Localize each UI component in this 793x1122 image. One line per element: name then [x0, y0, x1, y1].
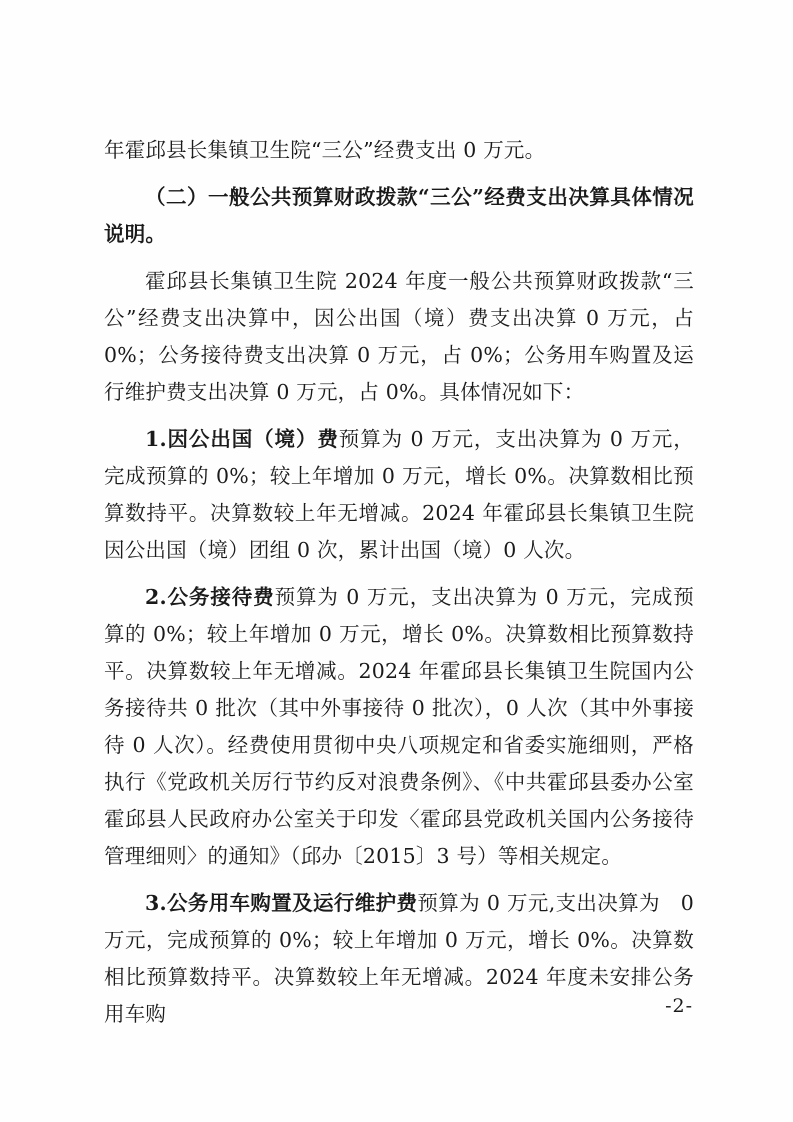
- item-official-vehicle-label: 3.公务用车购置及运行维护费: [145, 891, 418, 915]
- item-official-vehicle: [104, 885, 694, 1033]
- item-overseas-travel-text: 预算为 0 万元，支出决算为 0 万元，完成预算的 0%；较上年增加 0 万元，增长 0%。决算数相比预算数持平。决算数较上年无增减。2024 年霍邱县长集镇卫生院因公出国（境）团组 0 次，累计出国（境）0 人次。: [104, 427, 695, 562]
- item-official-reception: [104, 579, 694, 875]
- section-heading-two-text: （二）一般公共预算财政拨款“三公”经费支出决算具体情况说明。: [104, 185, 694, 246]
- page-number: -2-: [665, 995, 693, 1017]
- paragraph-continuation: 年霍邱县长集镇卫生院“三公”经费支出 0 万元。: [104, 138, 546, 162]
- item-overseas-travel-label: 1.因公出国（境）费: [145, 427, 339, 451]
- document-body: [104, 132, 694, 1033]
- item-official-vehicle-text: 预算为 0 万元,支出决算为 0 万元，完成预算的 0%；较上年增加 0 万元，增长 0%。决算数相比预算数持平。决算数较上年无增减。2024 年度未安排公务用车购: [104, 891, 695, 1026]
- section-heading-two: [104, 179, 694, 253]
- item-official-reception-label: 2.公务接待费: [145, 585, 275, 609]
- item-official-reception-text: 预算为 0 万元，支出决算为 0 万元，完成预算的 0%；较上年增加 0 万元，增长 0%。决算数相比预算数持平。决算数较上年无增减。2024 年霍邱县长集镇卫生院国内公务接待共 0 批次（其中外事接待 0 批次），0 人次（其中外事接待 0 人次）。经费使用贯彻中央八项规定和省委实施细则，严格执行《党政机关厉行节约反对浪费条例》、《中共霍邱县委办公室 霍邱县人民政府办公室关于印发〈霍邱县党政机关国内公务接待管理细则〉的通知》（邱办〔2015〕3 号）等相关规定。: [104, 585, 694, 868]
- item-overseas-travel: [104, 421, 694, 569]
- paragraph-overview: 霍邱县长集镇卫生院 2024 年度一般公共预算财政拨款“三公”经费支出决算中，因公出国（境）费支出决算 0 万元，占 0%；公务接待费支出决算 0 万元，占 0%；公务用车购置及运行维护费支出决算 0 万元，占 0%。具体情况如下：: [104, 269, 694, 404]
